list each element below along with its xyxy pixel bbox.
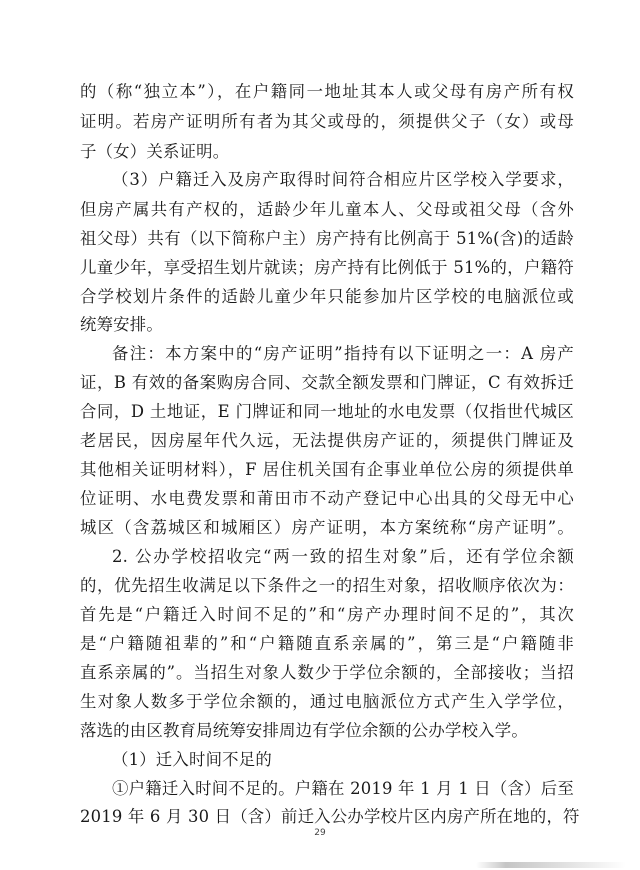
text-line: 城区（含荔城区和城厢区）房产证明，本方案统称“房产证明”。	[80, 518, 574, 537]
page-number: 29	[314, 828, 326, 838]
section-heading: （1）迁入时间不足的	[112, 750, 272, 769]
text-line: 生对象人数多于学位余额的，通过电脑派位方式产生入学学位，	[80, 692, 574, 711]
text-line: 2. 公办学校招收完“两一致的招生对象”后，还有学位余额	[112, 547, 574, 566]
scan-smudge	[476, 862, 626, 868]
text-line: 祖父母）共有（以下简称户主）房产持有比例高于 51%(含)的适龄	[80, 229, 574, 248]
text-line: 子（女）关系证明。	[80, 142, 230, 161]
text-line: 合同，D 土地证，E 门牌证和同一地址的水电发票（仅指世代城区	[80, 402, 574, 421]
text-line: 是“户籍随祖辈的”和“户籍随直系亲属的”，第三是“户籍随非	[80, 634, 574, 653]
text-line: （3）户籍迁入及房产取得时间符合相应片区学校入学要求，	[112, 170, 574, 189]
text-line: 老居民，因房屋年代久远，无法提供房产证的，须提供门牌证及	[80, 431, 574, 450]
text-line: 备注：本方案中的“房产证明”指持有以下证明之一：A 房产	[112, 344, 574, 363]
text-line: 的，优先招生收满足以下条件之一的招生对象，招收顺序依次为：	[80, 576, 574, 595]
text-line: 直系亲属的”。当招生对象人数少于学位余额的，全部接收；当招	[80, 663, 574, 682]
text-line: 合学校划片条件的适龄儿童少年只能参加片区学校的电脑派位或	[80, 287, 574, 306]
text-line: 儿童少年，享受招生划片就读；房产持有比例低于 51%的，户籍符	[80, 258, 574, 277]
text-line: 的（称“独立本”），在户籍同一地址其本人或父母有房产所有权	[80, 82, 574, 101]
text-line: 统筹安排。	[80, 315, 163, 334]
text-line: ①户籍迁入时间不足的。户籍在 2019 年 1 月 1 日（含）后至	[112, 779, 574, 798]
text-line: 落选的由区教育局统筹安排周边有学位余额的公办学校入学。	[80, 721, 528, 740]
text-line: 但房产属共有产权的，适龄少年儿童本人、父母或祖父母（含外	[80, 200, 574, 219]
text-line: 证，B 有效的备案购房合同、交款全额发票和门牌证，C 有效拆迁	[80, 373, 574, 392]
text-line: 2019 年 6 月 30 日（含）前迁入公办学校片区内房产所在地的，符	[80, 807, 580, 826]
text-line: 证明。若房产证明所有者为其父或母的，须提供父子（女）或母	[80, 112, 574, 131]
text-line: 首先是“户籍迁入时间不足的”和“房产办理时间不足的”，其次	[80, 605, 574, 624]
text-line: 其他相关证明材料），F 居住机关国有企事业单位公房的须提供单	[80, 460, 574, 479]
text-line: 位证明、水电费发票和莆田市不动产登记中心出具的父母无中心	[80, 489, 574, 508]
